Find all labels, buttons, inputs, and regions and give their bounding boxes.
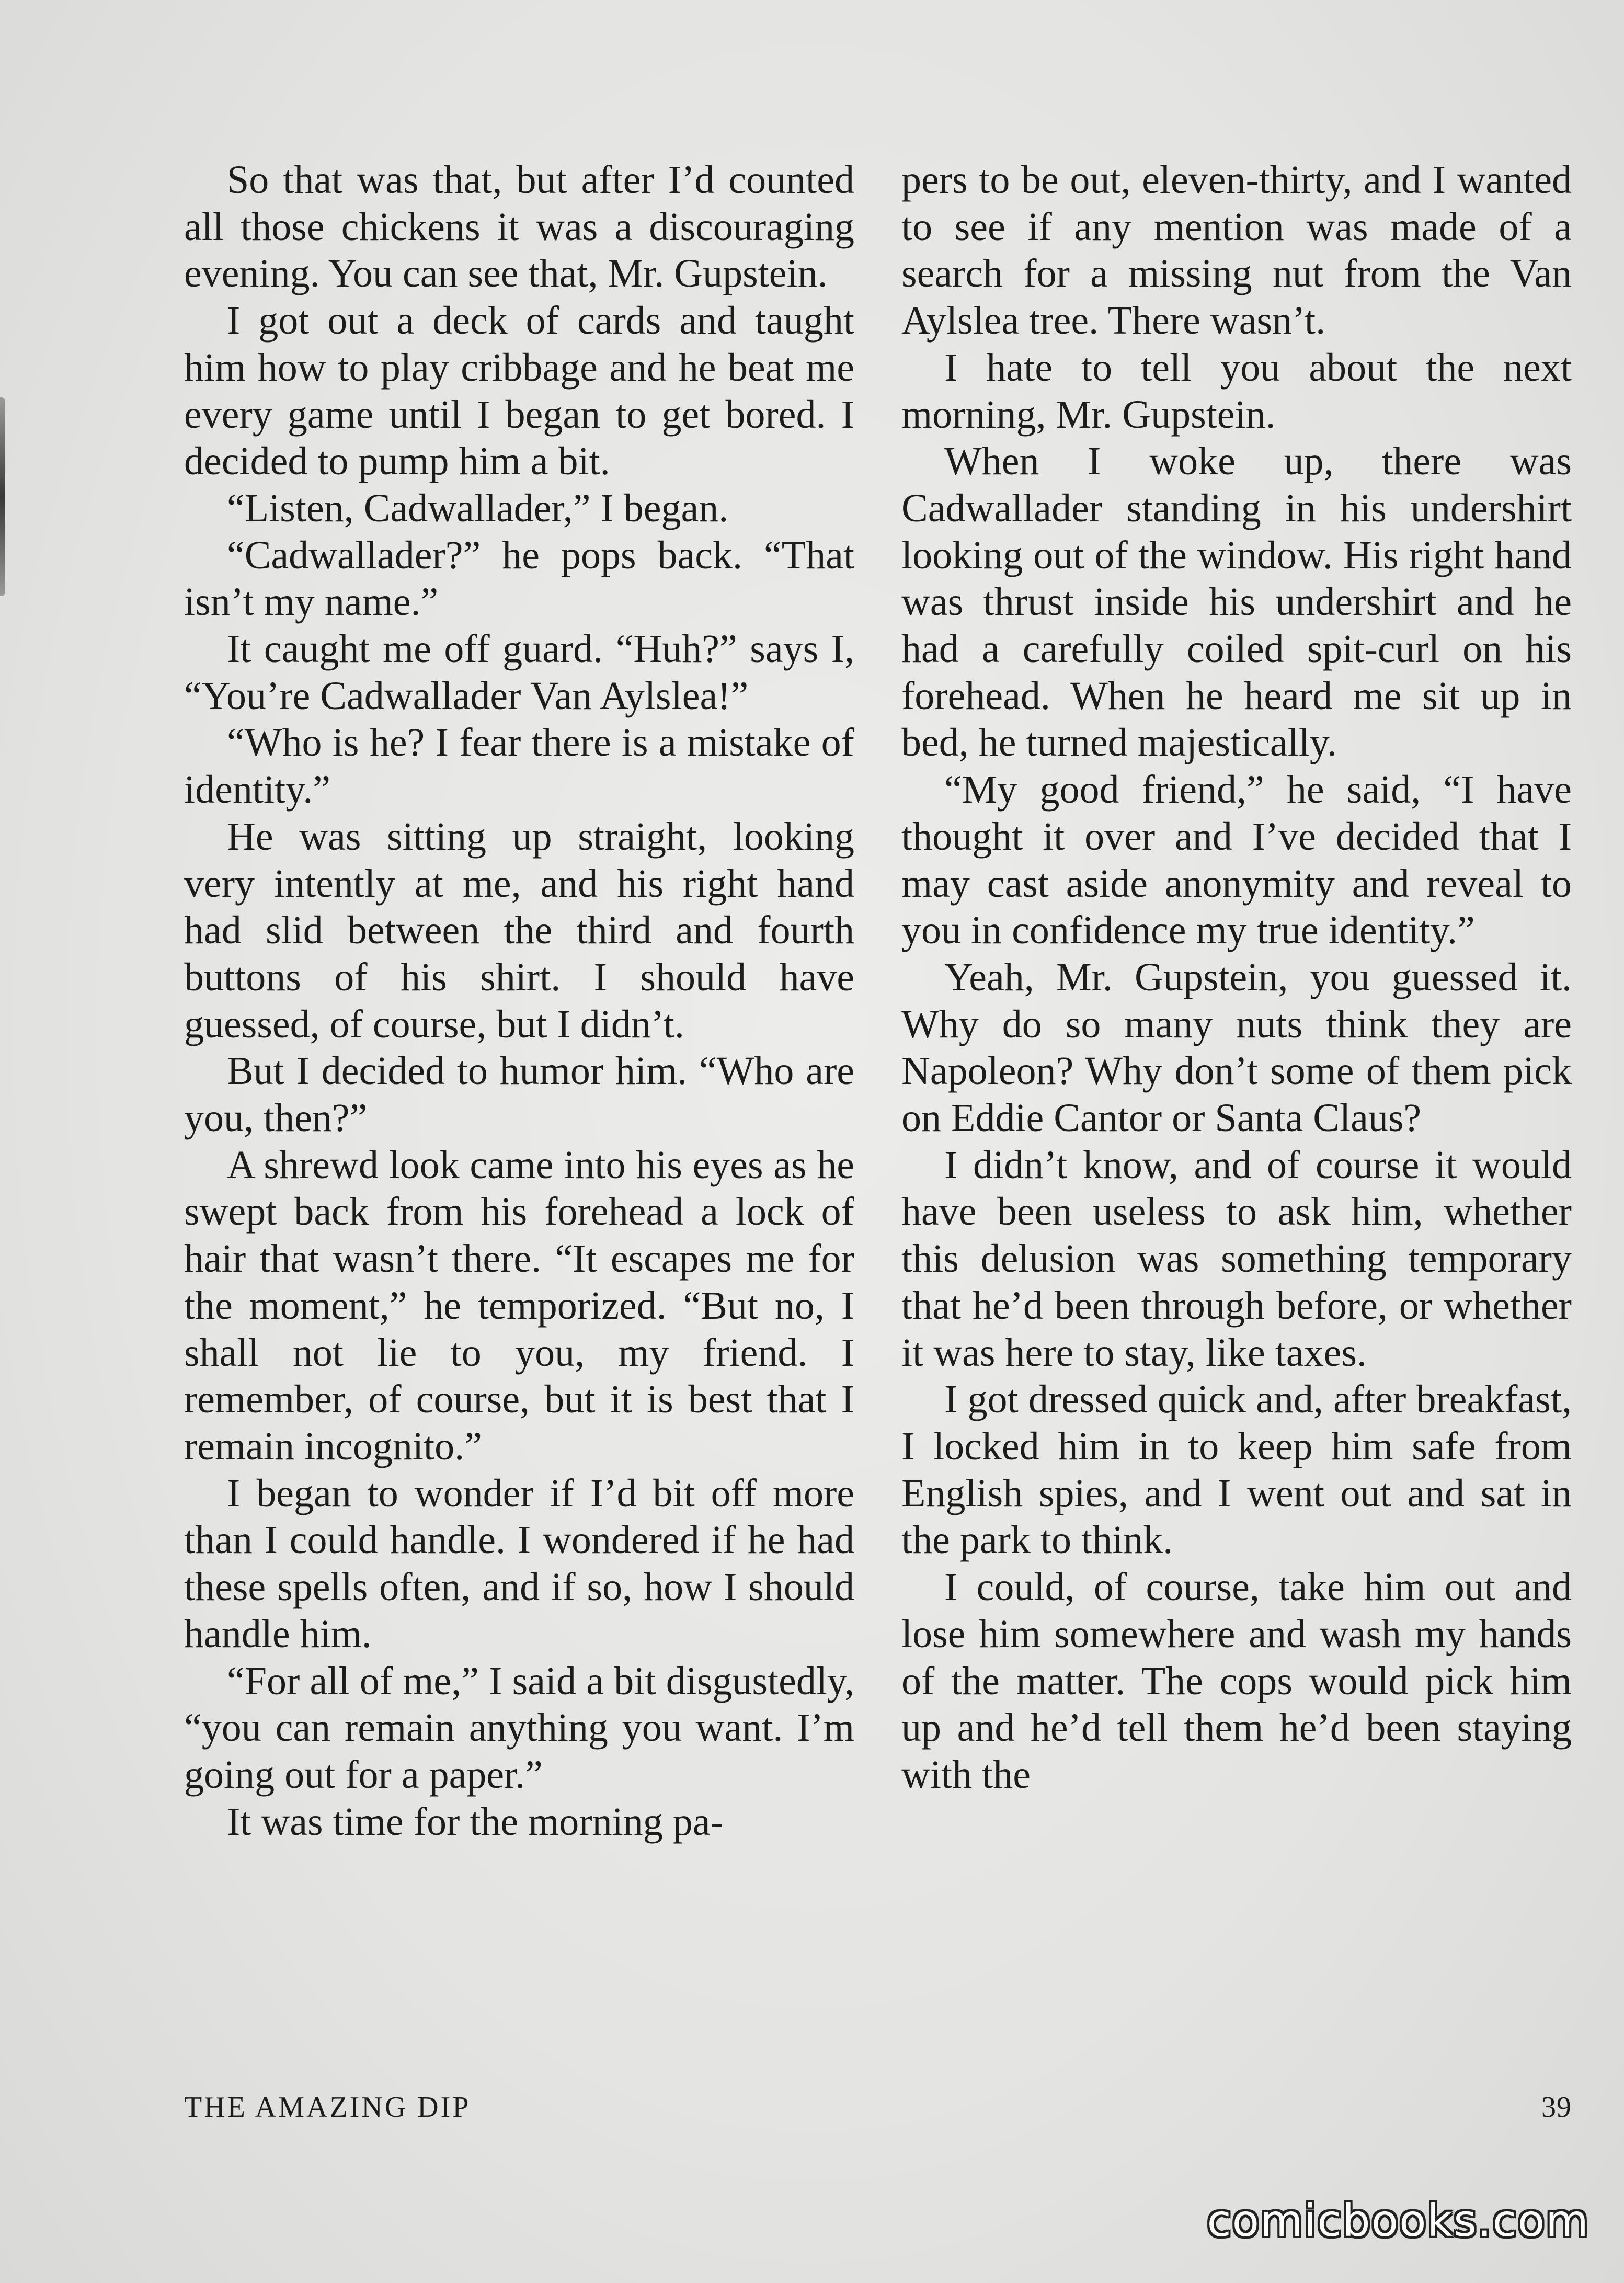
paragraph: So that was that, but after I’d counted all those chickens it was a discouraging evening. You can see that, Mr. Gupstein. [184,158,854,296]
paragraph-continued: pers to be out, eleven-thirty, and I wanted to see if any mention was made of a search for a missing nut from the Van Aylslea tree. There wasn’t. [901,158,1572,343]
page-number: 39 [1541,2091,1572,2124]
paragraph: I began to wonder if I’d bit off more than I could handle. I wondered if he had these spells often, and if so, how I should handle him. [184,1471,854,1656]
paragraph: I got dressed quick and, after breakfast, I locked him in to keep him safe from English spies, and I went out and sat in the park to think. [901,1377,1572,1562]
paragraph: “Cadwallader?” he pops back. “That isn’t my name.” [184,533,854,624]
running-head: THE AMAZING DIP [184,2091,471,2124]
paragraph: “My good friend,” he said, “I have thought it over and I’ve decided that I may cast aside anonymity and reveal to you in confidence my true identity.” [901,768,1572,953]
site-watermark: comicbooks.com [1207,2195,1589,2246]
paragraph: A shrewd look came into his eyes as he swept back from his forehead a lock of hair that wasn’t there. “It escapes me for the moment,” he temporized. “But no, I shall not lie to you, my friend. I remember, of course, but it is best that I remain incognito.” [184,1143,854,1468]
paragraph: I didn’t know, and of course it would have been useless to ask him, whether this delusion was something temporary that he’d been through before, or whether it was here to stay, like taxes. [901,1143,1572,1375]
paragraph: I could, of course, take him out and lose him somewhere and wash my hands of the matter. The cops would pick him up and he’d tell them he’d been staying with the [901,1565,1572,1797]
paragraph: It caught me off guard. “Huh?” says I, “You’re Cadwallader Van Aylslea!” [184,627,854,718]
paragraph: It was time for the morning pa- [227,1799,724,1844]
paragraph: When I woke up, there was Cadwallader standing in his undershirt looking out of the window. His right hand was thrust inside his undershirt and he had a carefully coiled spit-curl on his forehead. When he heard me sit up in bed, he turned majestically. [901,439,1572,765]
paragraph: “Listen, Cadwallader,” I began. [227,486,729,530]
paragraph: He was sitting up straight, looking very intently at me, and his right hand had slid between the third and fourth buttons of his shirt. I should have guessed, of course, but I didn’t. [184,814,854,1046]
paragraph: I hate to tell you about the next morning, Mr. Gupstein. [901,345,1572,437]
paragraph: “For all of me,” I said a bit disgustedly, “you can remain anything you want. I’m going out for a paper.” [184,1659,854,1797]
text-column-left [184,157,854,1845]
paragraph: But I decided to humor him. “Who are you, then?” [184,1049,854,1140]
binding-shadow [0,397,5,596]
paragraph: “Who is he? I fear there is a mistake of identity.” [184,721,854,812]
text-column-right [901,157,1572,1799]
paragraph: Yeah, Mr. Gupstein, you guessed it. Why do so many nuts think they are Napoleon? Why don’t some of them pick on Eddie Cantor or Santa Claus? [901,955,1572,1140]
paragraph: I got out a deck of cards and taught him how to play cribbage and he beat me every game until I began to get bored. I decided to pump him a bit. [184,299,854,484]
page-footer [184,2091,1572,2138]
